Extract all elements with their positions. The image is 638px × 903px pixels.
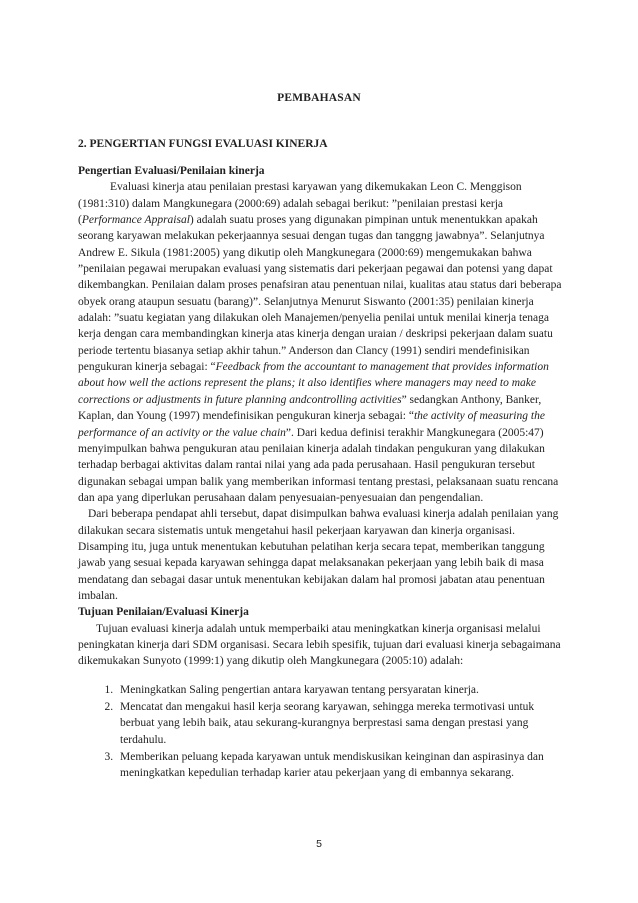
- page-number: 5: [316, 838, 322, 850]
- italic-quote: the activity of measuring the performance of an activity or the value chain: [78, 410, 545, 439]
- subheading-pengertian: Pengertian Evaluasi/Penilaian kinerja: [78, 165, 265, 177]
- list-item: 1. Meningkatkan Saling pengertian antara karyawan tentang persyaratan kinerja.: [116, 682, 566, 698]
- section-heading: 2. PENGERTIAN FUNGSI EVALUASI KINERJA: [78, 138, 328, 150]
- paragraph-text: ) adalah suatu proses yang digunakan pimpinan untuk menentukkan apakah seorang karyawan melakukan pekerjaannya sesuai dengan tugas dan tanggng jawabnya”. Selanjutnya Andrew E. Sikula (1981:2005) yang dikutip oleh Mangkunegara (2000:69) mengemukakan bahwa ”penilaian pegawai merupakan evaluasi yang sistematis dari pekerjaan pegawai dan potensi yang dapat dikembangkan. Penilaian dalam proses penafsiran atau penentuan nilai, kualitas atau status dari beberapa obyek orang ataupun sesuatu (barang)”. Selanjutnya Menurut Siswanto (2001:35) penilaian kinerja adalah: ”suatu kegiatan yang dilakukan oleh Manajemen/penyelia penilai untuk menilai kinerja tenaga kerja dengan cara membandingkan kinerja atas kinerja dengan uraian / deskripsi pekerjaan dalam suatu periode tertentu biasanya setiap akhir tahun.” Anderson dan Clancy (1991) sendiri mendefinisikan pengukuran kinerja sebagai: “: [78, 214, 562, 374]
- paragraph-definisi: [78, 179, 566, 506]
- subheading-tujuan: Tujuan Penilaian/Evaluasi Kinerja: [78, 606, 249, 619]
- paragraph-text: ”. Dari kedua definisi terakhir Mangkunegara (2005:47) menyimpulkan bahwa pengukuran atau penilaian kinerja adalah tindakan pengukuran yang dilakukan terhadap berbagai aktivitas dalam rantai nilai yang ada pada perusahaan. Hasil pengukuran tersebut digunakan sebagai umpan balik yang memberikan informasi tentang prestasi, pelaksanaan suatu rencana dan apa yang diperlukan perusahaan dalam penyesuaian-penyesuaian dan pengendalian.: [78, 426, 559, 504]
- italic-term: Performance Appraisal: [81, 214, 190, 227]
- list-item: 3. Memberikan peluang kepada karyawan untuk mendiskusikan keinginan dan aspirasinya dan meningkatkan kepedulian terhadap karier atau pekerjaan yang di embannya sekarang.: [116, 749, 566, 782]
- page-title: PEMBAHASAN: [277, 92, 361, 104]
- italic-quote: Feedback from the accountant to management that provides information about how well the actions represent the plans; it also identifies where managers may need to make corrections or adjustments in future planning andcontrolling activities: [78, 361, 549, 406]
- paragraph-text: Evaluasi kinerja atau penilaian prestasi karyawan yang dikemukakan Leon C. Menggison (1981:310) dalam Mangkunegara (2000:69) adalah sebagai berikut: ”penilaian prestasi kerja (: [78, 181, 522, 227]
- document-body: [78, 163, 566, 783]
- list-item: 2. Mencatat dan mengakui hasil kerja seorang karyawan, sehingga mereka termotivasi untuk berbuat yang lebih baik, atau sekurang-kurangnya berprestasi sama dengan prestasi yang terdahulu.: [116, 699, 566, 748]
- tujuan-list: [78, 682, 566, 782]
- paragraph-kesimpulan: Dari beberapa pendapat ahli tersebut, dapat disimpulkan bahwa evaluasi kinerja adalah penilaian yang dilakukan secara sistematis untuk mengetahui hasil pekerjaan karyawan dan kinerja organisasi. Disamping itu, juga untuk menentukan kebutuhan pelatihan kerja secara tepat, memberikan tanggung jawab yang sesuai kepada karyawan sehingga dapat melaksanakan pekerjaan yang lebih baik di masa mendatang dan sebagai dasar untuk menentukan kebijakan dalam hal promosi jabatan atau penentuan imbalan.: [78, 508, 559, 602]
- paragraph-tujuan: Tujuan evaluasi kinerja adalah untuk memperbaiki atau meningkatkan kinerja organisasi melalui peningkatan kinerja dari SDM organisasi. Secara lebih spesifik, tujuan dari evaluasi kinerja sebagaimana dikemukakan Sunyoto (1999:1) yang dikutip oleh Mangkunegara (2005:10) adalah:: [78, 622, 561, 668]
- paragraph-text: ” sedangkan Anthony, Banker, Kaplan, dan Young (1997) mendefinisikan pengukuran kinerja sebagai: “: [78, 393, 542, 423]
